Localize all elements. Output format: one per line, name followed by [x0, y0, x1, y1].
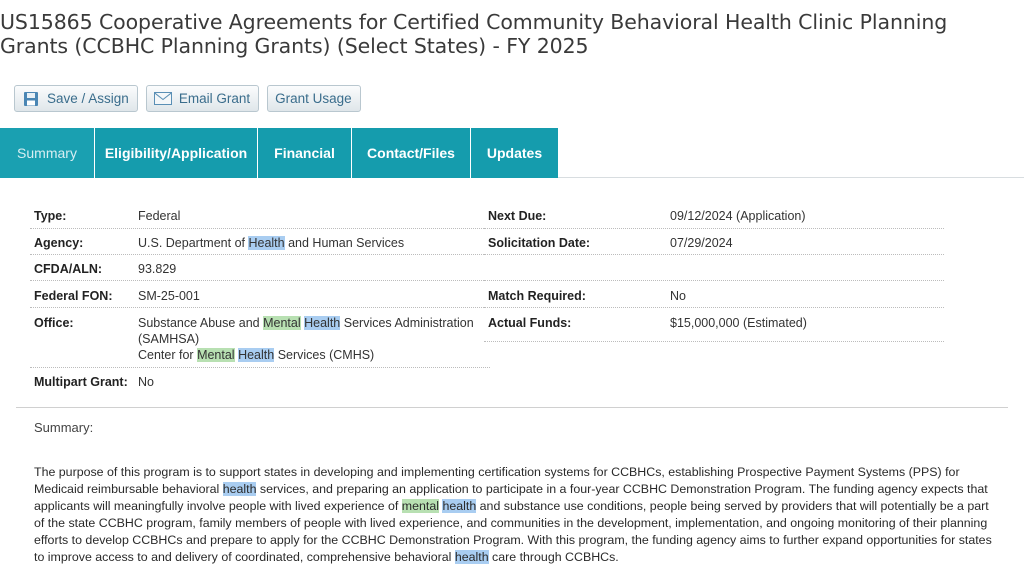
detail-row-solicitation: [484, 229, 944, 255]
toolbar: [14, 85, 361, 112]
agency-value: U.S. Department of Health and Human Services: [138, 236, 405, 250]
tab-eligibility-application[interactable]: Eligibility/Application: [95, 128, 258, 178]
save-assign-button[interactable]: [14, 85, 138, 112]
floppy-disk-icon: [22, 91, 40, 107]
fon-label: Federal FON:: [34, 289, 113, 303]
tab-bar: [0, 128, 1024, 178]
detail-row-office: [30, 308, 490, 368]
detail-row-next-due: [484, 203, 944, 229]
multipart-value: No: [138, 375, 154, 389]
funds-label: Actual Funds:: [488, 316, 572, 330]
detail-row-funds: [484, 308, 944, 342]
detail-row-cfda: [30, 255, 490, 281]
grant-usage-button[interactable]: [267, 85, 361, 112]
detail-row-multipart: [30, 368, 490, 394]
email-grant-label: Email Grant: [178, 91, 251, 106]
tab-summary[interactable]: Summary: [0, 128, 95, 178]
funds-value: $15,000,000 (Estimated): [670, 316, 807, 330]
detail-row-match: [484, 282, 944, 308]
summary-heading: Summary:: [34, 420, 94, 435]
tab-updates[interactable]: Updates: [471, 128, 558, 178]
tab-contact-files[interactable]: Contact/Files: [352, 128, 471, 178]
tab-financial[interactable]: Financial: [258, 128, 352, 178]
match-label: Match Required:: [488, 289, 586, 303]
type-label: Type:: [34, 209, 67, 223]
office-value: Substance Abuse and Mental Health Services Administration (SAMHSA) Center for Mental Health Services (CMHS): [138, 316, 474, 362]
multipart-label: Multipart Grant:: [34, 375, 128, 389]
next-due-value: 09/12/2024 (Application): [670, 209, 806, 223]
email-grant-button[interactable]: [146, 85, 259, 112]
office-label: Office:: [34, 316, 74, 330]
detail-row-agency: [30, 229, 490, 255]
agency-label: Agency:: [34, 236, 84, 250]
detail-row-type: [30, 203, 490, 229]
save-assign-label: Save / Assign: [47, 91, 129, 106]
page-title: US15865 Cooperative Agreements for Certified Community Behavioral Health Clinic Planning Grants (CCBHC Planning Grants) (Select States) - FY 2025: [0, 10, 948, 58]
envelope-icon: [154, 91, 172, 107]
solicitation-label: Solicitation Date:: [488, 236, 591, 250]
solicitation-value: 07/29/2024: [670, 236, 733, 250]
summary-text: The purpose of this program is to support states in developing and implementing certification systems for CCBHCs, establishing Prospective Payment Systems (PPS) for Medicaid reimbursable behavioral health services, and preparing an application to participate in a four-year CCBHC Demonstration Program. The funding agency expects that applicants will meaningfully involve people with lived experience of mental health and substance use conditions, people being served by providers that will potentially be a part of the state CCBHC program, family members of people with lived experience, and communities in the development, implementation, and ongoing monitoring of their planning efforts to develop CCBHCs and prepare to apply for the CCBHC Demonstration Program. With this program, the funding agency aims to further expand opportunities for states to improve access to and delivery of coordinated, comprehensive behavioral health care through CCBHCs.: [34, 465, 992, 564]
grant-usage-label: Grant Usage: [275, 91, 352, 106]
next-due-label: Next Due:: [488, 209, 547, 223]
fon-value: SM-25-001: [138, 289, 200, 303]
match-value: No: [670, 289, 686, 303]
type-value: Federal: [138, 209, 181, 223]
detail-row-empty: [484, 255, 944, 281]
cfda-value: 93.829: [138, 262, 177, 276]
detail-row-fon: [30, 282, 490, 308]
cfda-label: CFDA/ALN:: [34, 262, 103, 276]
section-divider: [16, 407, 1008, 408]
